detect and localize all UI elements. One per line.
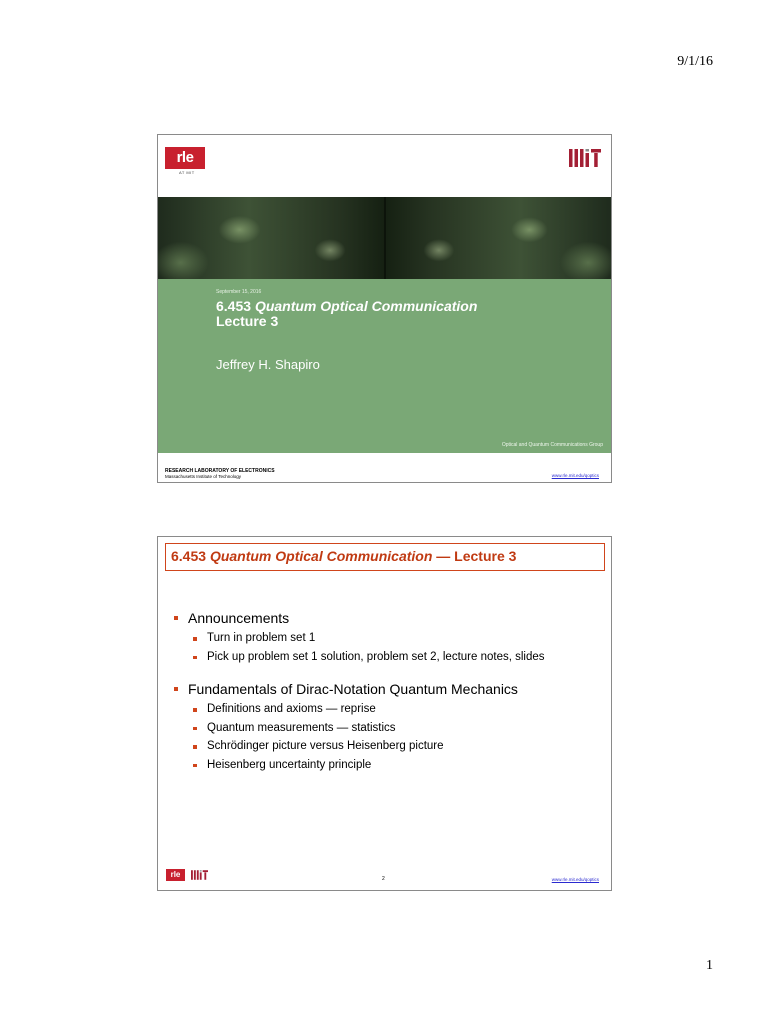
sub-bullet-list [193,629,604,666]
title-course-number: 6.453 [171,548,207,564]
sub-bullet-item: Quantum measurements — statistics [193,719,604,738]
slide-number: 2 [382,876,385,882]
footer-url-link[interactable]: www.rle.mit.edu/qoptics [551,473,599,478]
mit-logo-icon [569,149,601,167]
slide-title [171,548,516,564]
agenda-slide [157,536,612,891]
slide-footer [158,867,611,891]
bullet-item [174,680,604,774]
lecture-date: September 15, 2016 [216,289,262,295]
title-course-name: Quantum Optical Communication [254,298,478,314]
title-panel [158,279,611,453]
photo-divider [384,197,386,279]
title-lecture: — Lecture 3 [436,548,517,564]
sub-bullet-item: Definitions and axioms — reprise [193,700,604,719]
footer-url-link[interactable]: www.rle.mit.edu/qoptics [551,877,599,882]
bullet-list [174,609,604,774]
sub-bullet-item: Heisenberg uncertainty principle [193,756,604,775]
title-lecture: Lecture 3 [216,313,279,329]
title-course-number: 6.453 [216,298,252,314]
bullet-item [174,609,604,666]
lab-name: RESEARCH LABORATORY OF ELECTRONICS [165,468,275,474]
rle-logo-subtext: AT MIT [179,170,195,175]
sub-bullet-list [193,700,604,774]
slide-header [158,135,611,197]
sub-bullet-item: Turn in problem set 1 [193,629,604,648]
slide-footer [158,453,611,483]
institute-name: Massachusetts Institute of Technology [165,474,241,479]
sub-bullet-item: Schrödinger picture versus Heisenberg picture [193,737,604,756]
title-course-name: Quantum Optical Communication [209,548,433,564]
sub-bullet-item: Pick up problem set 1 solution, problem set 2, lecture notes, slides [193,648,604,667]
bullet-text: Announcements [188,610,290,626]
bullet-text: Fundamentals of Dirac-Notation Quantum Mechanics [188,681,518,697]
author-name: Jeffrey H. Shapiro [216,357,320,372]
title-slide [157,134,612,483]
mit-logo-icon [191,870,208,880]
slide-title-box [165,543,605,571]
page-date: 9/1/16 [677,54,713,69]
slide-title [216,299,477,329]
rle-logo: rle [165,147,205,169]
rle-logo: rle [166,869,185,881]
group-name: Optical and Quantum Communications Group [501,442,603,448]
page-number: 1 [706,958,713,973]
